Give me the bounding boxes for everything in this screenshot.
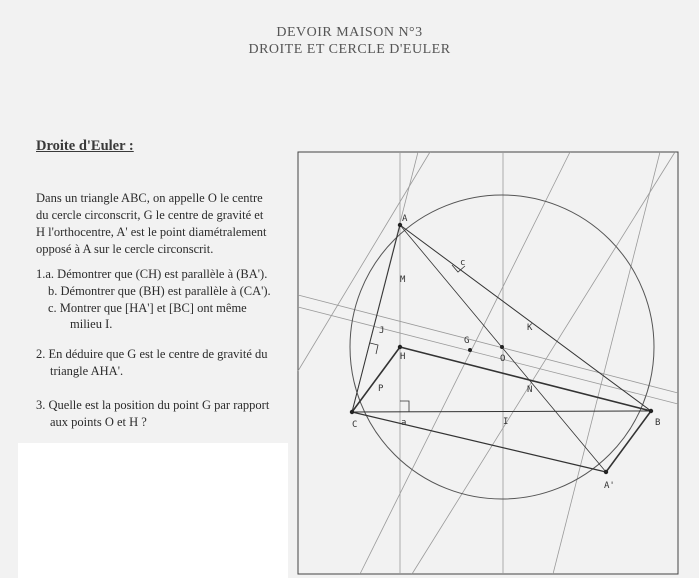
label-M: M <box>400 275 406 285</box>
question-3-line2: aux points O et H ? <box>50 415 147 429</box>
construction-line <box>412 152 675 574</box>
question-1b: b. Démontrer que (BH) est parallèle à (CA'). <box>48 284 271 298</box>
question-3-line1: 3. Quelle est la position du point G par rapport <box>36 398 270 412</box>
figure-frame <box>298 152 678 574</box>
intro-line: opposé à A sur le cercle circonscrit. <box>36 242 214 256</box>
question-2-line2: triangle AHA'. <box>50 364 124 378</box>
construction-line <box>553 152 660 574</box>
point-G <box>468 348 472 352</box>
label-O: O <box>500 354 506 364</box>
intro-line: Dans un triangle ABC, on appelle O le centre <box>36 191 263 205</box>
label-I: I <box>503 417 509 427</box>
segment-HB <box>400 347 651 411</box>
label-G: G <box>464 336 470 346</box>
section-title: Droite d'Euler : <box>36 138 134 154</box>
point-C <box>350 410 354 414</box>
question-2-line1: 2. En déduire que G est le centre de gravité du <box>36 347 268 361</box>
parallel-line <box>298 307 678 404</box>
intro-line: du cercle circonscrit, G le centre de gravité et <box>36 208 264 222</box>
right-angle-mark <box>400 401 409 412</box>
right-angle-mark <box>370 343 378 354</box>
header-line2: DROITE ET CERCLE D'EULER <box>248 42 451 57</box>
question-1a: 1.a. Démontrer que (CH) est parallèle à (BA'). <box>36 267 268 281</box>
label-Aprime: A' <box>604 481 615 491</box>
point-O <box>500 345 504 349</box>
label-A: A <box>402 214 408 224</box>
label-J: J <box>379 326 385 336</box>
segment-CAprime <box>352 412 606 472</box>
label-B: B <box>655 418 661 428</box>
label-K: K <box>527 323 533 333</box>
point-B <box>649 409 653 413</box>
label-P: P <box>378 384 384 394</box>
segment-CH <box>352 347 400 412</box>
header-line1: DEVOIR MAISON N°3 <box>276 25 423 40</box>
point-H <box>398 345 402 349</box>
segment-BAprime <box>606 411 651 472</box>
question-1c-line1: c. Montrer que [HA'] et [BC] ont même <box>48 301 247 315</box>
label-c: c <box>460 258 466 268</box>
label-H: H <box>400 352 406 362</box>
segment-CB <box>352 411 651 412</box>
label-C: C <box>352 420 358 430</box>
label-N: N <box>527 385 533 395</box>
point-Aprime <box>604 470 608 474</box>
segment-AB <box>400 225 651 411</box>
construction-lines <box>298 152 678 574</box>
intro-line: H l'orthocentre, A' est le point diamétralement <box>36 225 267 239</box>
label-a: a <box>401 418 407 428</box>
construction-line <box>298 152 430 371</box>
segment-AC <box>352 225 400 412</box>
question-1c-line2: milieu I. <box>70 317 113 331</box>
